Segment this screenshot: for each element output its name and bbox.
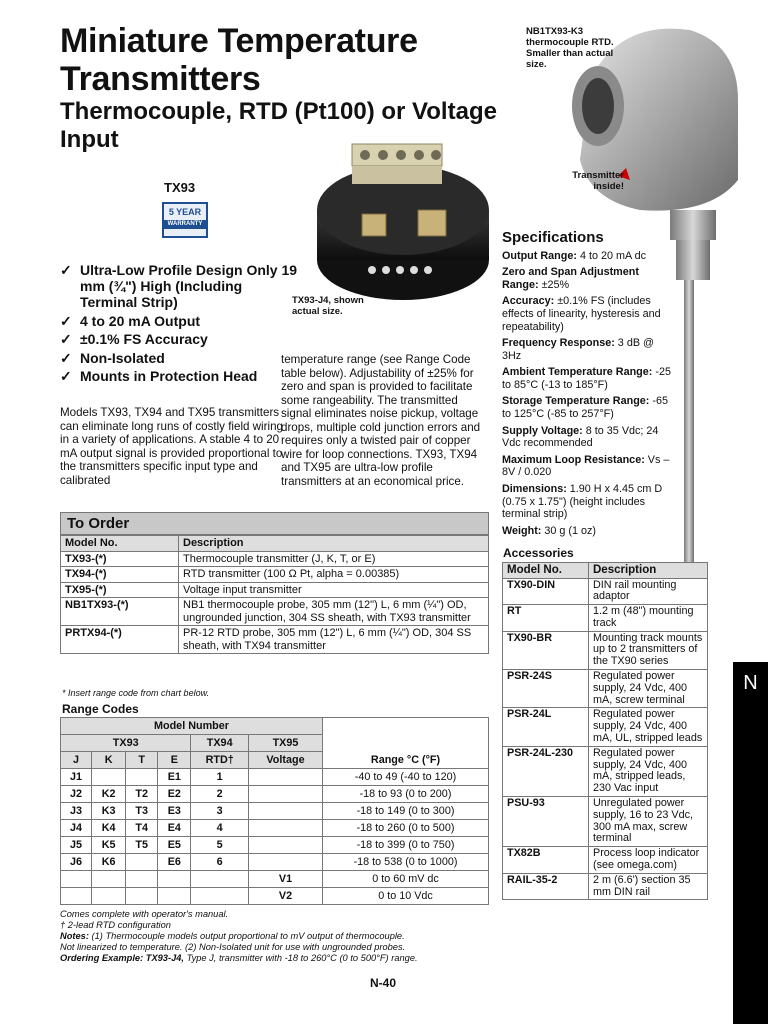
section-tab: N [733, 662, 768, 1024]
checkmark-icon: ✓ [60, 368, 72, 384]
table-row: PSR-24S Regulated power supply, 24 Vdc, 400 mA, screw terminal [503, 670, 708, 708]
checkmark-icon: ✓ [60, 312, 72, 329]
range-codes-section [60, 717, 489, 905]
table-row: J4 K4 T4 E4 4 -18 to 260 (0 to 500) [61, 820, 489, 837]
accessories-heading: Accessories [503, 546, 574, 560]
warranty-badge [162, 202, 208, 238]
to-order-table [60, 535, 489, 654]
spec-item: Supply Voltage: 8 to 35 Vdc; 24 Vdc recommended [502, 424, 659, 450]
intro-paragraph-right: temperature range (see Range Code table below). Adjustability of ±25% for zero and span is provided to facilitate some rangeability. The transmitted signal eliminates noise pickup, voltage drops, multiple cold junction errors and requires only a twisted pair of copper wire for loop connections. TX93, TX94 and TX95 are ultra-low profile transmitters at an economical price. [281, 353, 481, 488]
spec-item: Ambient Temperature Range: -25 to 85°C (-13 to 185°F) [502, 366, 671, 392]
checkmark-icon: ✓ [60, 262, 72, 278]
spec-item: Frequency Response: 3 dB @ 3Hz [502, 337, 654, 363]
table-row: PSR-24L-230 Regulated power supply, 24 Vdc, 400 mA, stripped leads, 230 Vac input [503, 746, 708, 796]
range-header: Range °C (°F) [323, 718, 489, 769]
spec-item: Zero and Span Adjustment Range: ±25% [502, 266, 639, 292]
accessories-table [502, 562, 708, 900]
checkmark-icon: ✓ [60, 331, 72, 347]
range-codes-heading: Range Codes [62, 702, 139, 716]
note-1: Notes: (1) Thermocouple models output proportional to mV output of thermocouple. [60, 931, 405, 941]
group-tx94: TX94 [191, 735, 249, 752]
feature-item: ✓ Non-Isolated [60, 349, 165, 366]
model-number-header: Model Number [61, 718, 323, 735]
spec-item: Dimensions: 1.90 H x 4.45 cm D (0.75 x 1.75") (height includes terminal strip) [502, 482, 663, 521]
page-number: N-40 [370, 976, 397, 990]
table-row: TX90-DIN DIN rail mounting adaptor [503, 578, 708, 605]
spec-item: Storage Temperature Range: -65 to 125°C (-85 to 257°F) [502, 395, 669, 421]
to-order-section [60, 512, 489, 654]
spec-item: Weight: 30 g (1 oz) [502, 524, 597, 537]
table-row: J2 K2 T2 E2 2 -18 to 93 (0 to 200) [61, 786, 489, 803]
table-row: V2 0 to 10 Vdc [61, 888, 489, 905]
table-row: J6 K6 E6 6 -18 to 538 (0 to 1000) [61, 854, 489, 871]
specifications-heading: Specifications [502, 229, 604, 246]
note-2: Not linearized to temperature. (2) Non-Isolated unit for use with ungrounded probes. [60, 942, 406, 952]
group-tx95: TX95 [248, 735, 322, 752]
transmitter-inside-caption: Transmitter inside! [572, 170, 624, 192]
page-subtitle: Thermocouple, RTD (Pt100) or Voltage Input [60, 98, 497, 153]
group-tx93: TX93 [61, 735, 191, 752]
warranty-word: WARRANTY [164, 220, 206, 229]
accessories-section [502, 562, 708, 900]
feature-item: ✓ ±0.1% FS Accuracy [60, 331, 208, 347]
table-row: TX90-BR Mounting track mounts up to 2 transmitters of the TX90 series [503, 631, 708, 669]
spec-item: Maximum Loop Resistance: Vs – 8V / 0.020 [502, 453, 670, 479]
order-col-description: Description [179, 536, 489, 552]
ordering-example: Ordering Example: TX93-J4, Type J, transmitter with -18 to 260°C (0 to 500°F) range. [60, 953, 418, 963]
feature-item: ✓ Ultra-Low Profile Design Only 19 mm (¾") High (Including Terminal Strip) [60, 262, 298, 310]
table-row: PSU-93 Unregulated power supply, 16 to 23 Vdc, 300 mA max, screw terminal [503, 797, 708, 847]
table-row: J5 K5 T5 E5 5 -18 to 399 (0 to 750) [61, 837, 489, 854]
table-row: V1 0 to 60 mV dc [61, 871, 489, 888]
table-row: TX94-(*) RTD transmitter (100 Ω Pt, alpha = 0.00385) [61, 567, 489, 583]
specifications-list [502, 250, 672, 541]
probe-image-caption: NB1TX93-K3 thermocouple RTD. Smaller than actual size. [526, 26, 614, 70]
table-row: NB1TX93-(*) NB1 thermocouple probe, 305 mm (12") L, 6 mm (¼") OD, ungrounded junction, 304 SS sheath, with TX93 transmitter [61, 598, 489, 626]
acc-col-model: Model No. [503, 563, 589, 579]
table-row: PSR-24L Regulated power supply, 24 Vdc, 400 mA, UL, stripped leads [503, 708, 708, 746]
notes-block [60, 909, 490, 964]
order-footnote: * Insert range code from chart below. [62, 688, 210, 698]
product-label: TX93 [164, 180, 196, 195]
tx93-image-caption: TX93-J4, shown actual size. [292, 295, 364, 317]
intro-paragraph-left: Models TX93, TX94 and TX95 transmitters can eliminate long runs of costly field wiring in a variety of applications. A stable 4 to 20 mA output signal is provided proportional to the transmitters specific input type and calibrated [60, 406, 283, 487]
table-row: TX82B Process loop indicator (see omega.com) [503, 847, 708, 874]
note-manual: Comes complete with operator's manual. [60, 909, 229, 919]
table-row: TX93-(*) Thermocouple transmitter (J, K, T, or E) [61, 551, 489, 567]
table-row: J3 K3 T3 E3 3 -18 to 149 (0 to 300) [61, 803, 489, 820]
feature-list [60, 262, 300, 387]
note-rtd: † 2-lead RTD configuration [60, 920, 171, 930]
order-col-model: Model No. [61, 536, 179, 552]
table-row: J1 E1 1 -40 to 49 (-40 to 120) [61, 769, 489, 786]
table-row: RT 1.2 m (48") mounting track [503, 605, 708, 632]
warranty-years: 5 YEAR [168, 207, 202, 217]
acc-col-description: Description [589, 563, 708, 579]
table-row: RAIL-35-2 2 m (6.6') section 35 mm DIN rail [503, 873, 708, 900]
to-order-heading: To Order [60, 512, 489, 535]
checkmark-icon: ✓ [60, 349, 72, 366]
spec-item: Output Range: 4 to 20 mA dc [502, 250, 646, 262]
spec-item: Accuracy: ±0.1% FS (includes effects of linearity, hysteresis and repeatability) [502, 295, 661, 333]
table-row: PRTX94-(*) PR-12 RTD probe, 305 mm (12") L, 6 mm (¼") OD, 304 SS sheath, with TX94 transmitter [61, 626, 489, 654]
range-codes-table: Model Number Range °C (°F) TX93 TX94 TX95 J K T E RTD† Voltage J1 E1 1 -40 to 49 (-40 to 120) J2 K2 T2 E2 2 -18 to 93 (0 to 200) J3 K3 T3 E3 3 -18 to 149 (0 to 300) J4 K4 T4 E4 4 -18 to 260 (0 to 500) J5 K5 T5 E5 5 -18 to 399 (0 to 750) J6 K6 E6 6 -18 to 538 (0 to 1000) V1 0 to 60 mV dc V2 0 to 10 Vdc [60, 717, 489, 905]
feature-item: ✓ Mounts in Protection Head [60, 368, 258, 384]
table-row: TX95-(*) Voltage input transmitter [61, 582, 489, 598]
feature-item: ✓ 4 to 20 mA Output [60, 312, 201, 329]
tx93-transmitter-image [312, 140, 494, 306]
page-title: Miniature Temperature Transmitters [60, 22, 418, 98]
